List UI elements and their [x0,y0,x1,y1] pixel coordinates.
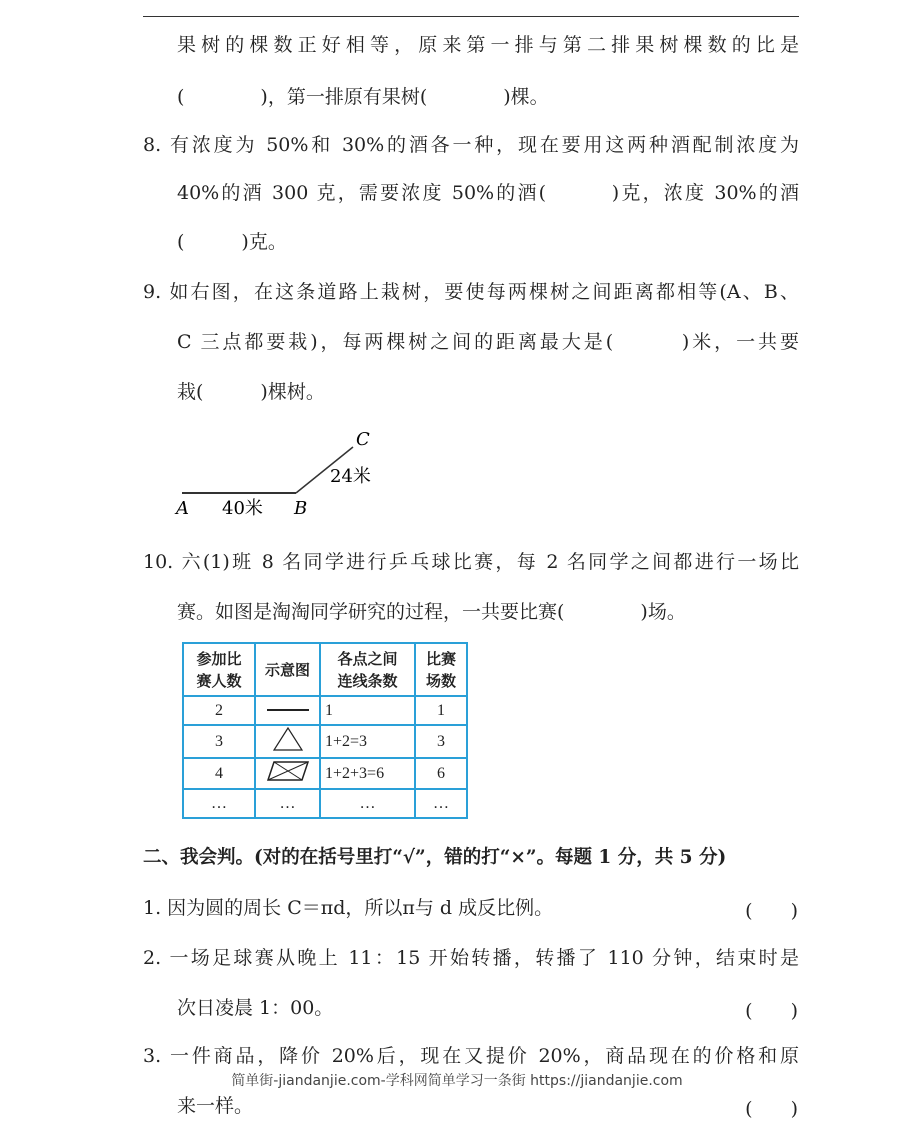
cell: 1+2+3=6 [320,758,415,789]
q7-line2: ( )，第一排原有果树( )棵。 [177,86,549,108]
header-cell [320,643,415,696]
q10-line2: 赛。如图是淘淘同学研究的过程，一共要比赛( )场。 [177,601,686,623]
watermark: 简单街-jiandanjie.com-学科网简单学习一条街 https://jiandanjie.com [231,1073,683,1089]
header-cell: 示意图 [255,643,320,696]
cell: 6 [415,758,467,789]
triangle-figure-icon [255,725,320,758]
table-row [183,725,467,758]
quadrilateral-figure-icon [255,758,320,789]
table-header-row [183,643,467,696]
q8-line1: 8. 有浓度为 50%和 30%的酒各一种，现在要用这两种酒配制浓度为 [143,134,799,156]
table-row [183,758,467,789]
q8-line3: ( )克。 [177,231,287,253]
table-row [183,696,467,725]
table-row [183,789,467,818]
judge-3-answer-paren: ( ) [745,1098,798,1120]
cell: … [183,789,255,818]
q8-line2: 40%的酒 300 克，需要浓度 50%的酒( )克，浓度 30%的酒 [177,182,799,204]
cell: 4 [183,758,255,789]
header-rule [143,16,799,17]
judge-3-line2: 来一样。 [177,1095,254,1117]
cell: … [320,789,415,818]
cell: 3 [415,725,467,758]
judge-2-answer-paren: ( ) [745,1000,798,1022]
road-diagram [170,425,390,525]
header-text: 参加比 [196,649,242,668]
point-b-label: B [294,498,308,519]
q9-line2: C 三点都要栽)，每两棵树之间的距离最大是( )米，一共要 [177,331,799,353]
judge-3-line1: 3. 一件商品，降价 20%后，现在又提价 20%，商品现在的价格和原 [143,1045,799,1067]
bc-length-label: 24米 [330,466,371,487]
match-table [182,642,468,819]
ab-length-label: 40米 [222,498,263,519]
header-text: 比赛场数 [425,649,456,690]
cell: 2 [183,696,255,725]
header-text: 各点之间 [337,649,398,668]
section-title: 二、我会判。(对的在括号里打“√”，错的打“×”。每题 1 分，共 5 分) [143,847,727,868]
point-a-label: A [176,498,189,519]
q9-line3: 栽( )棵树。 [177,381,325,403]
judge-1-answer-paren: ( ) [745,900,798,922]
header-text: 赛人数 [196,671,242,690]
q7-line1: 果树的棵数正好相等，原来第一排与第二排果树棵数的比是 [177,34,799,56]
judge-1-line1: 1. 因为圆的周长 C＝πd，所以π与 d 成反比例。 [143,897,554,919]
cell: 1 [415,696,467,725]
header-cell [183,643,255,696]
q10-line1: 10. 六(1)班 8 名同学进行乒乓球比赛，每 2 名同学之间都进行一场比 [143,551,799,573]
cell: … [255,789,320,818]
point-c-label: C [356,429,370,450]
cell: 1 [320,696,415,725]
cell: 3 [183,725,255,758]
judge-2-line2: 次日凌晨 1：00。 [177,997,334,1019]
q9-line1: 9. 如右图，在这条道路上栽树，要使每两棵树之间距离都相等(A、B、 [143,281,799,303]
cell: … [415,789,467,818]
line-figure-icon [255,696,320,725]
header-cell [415,643,467,696]
judge-2-line1: 2. 一场足球赛从晚上 11：15 开始转播，转播了 110 分钟，结束时是 [143,947,799,969]
header-text: 连线条数 [337,671,398,690]
cell: 1+2=3 [320,725,415,758]
